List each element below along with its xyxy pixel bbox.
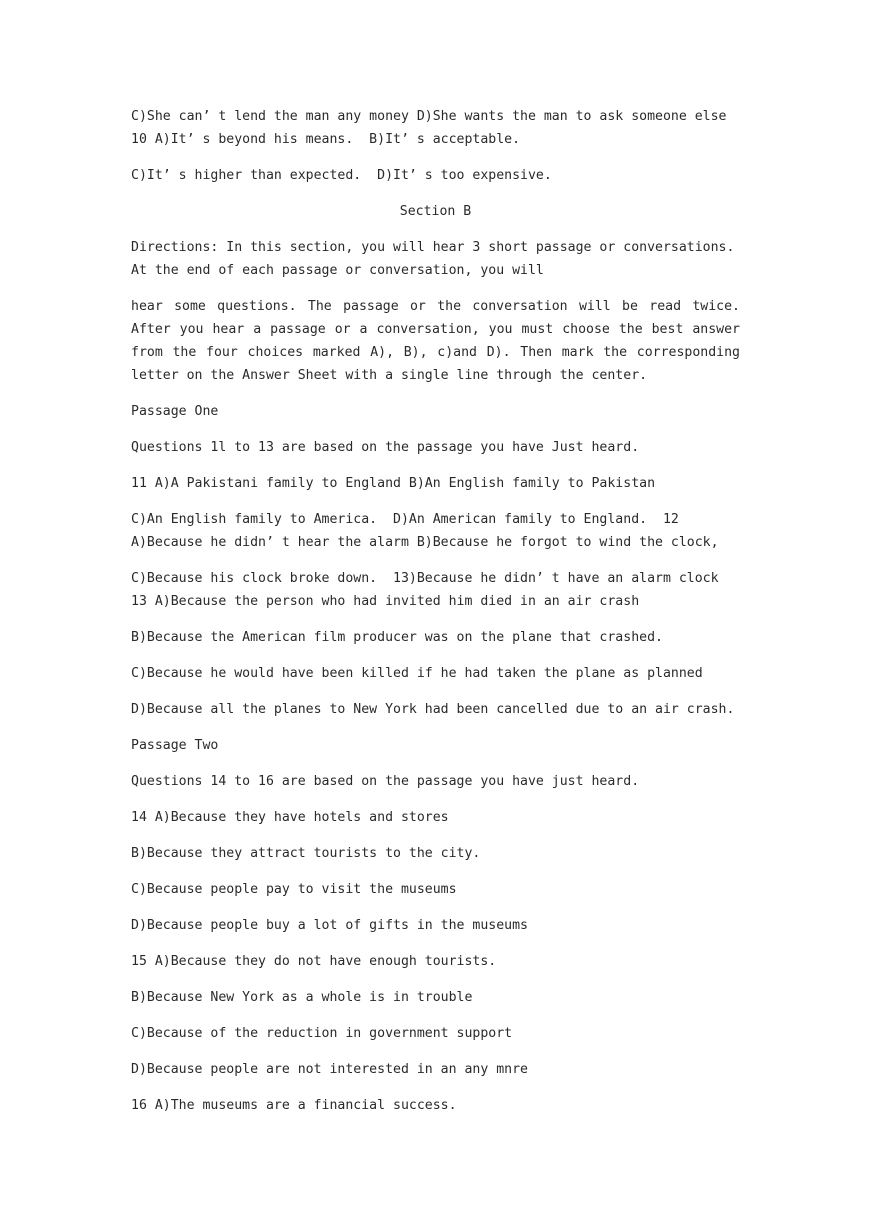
question-14-option-c: C)Because people pay to visit the museums <box>131 882 457 897</box>
question-13-option-c: C)Because he would have been killed if he had taken the plane as planned <box>131 666 703 681</box>
question-12-options-question-13: C)Because his clock broke down. 13)Because he didn’ t have an alarm clock 13 A)Because the person who had invited him died in an air crash <box>131 571 727 609</box>
directions-paragraph: Directions: In this section, you will hear 3 short passage or conversations. At the end of each passage or conversation, you will <box>131 240 743 278</box>
directions-continued-paragraph: hear some questions. The passage or the conversation will be read twice. After you hear a passage or a conversation, you must choose the best answer from the four choices marked A), B), c)and D). Then mark the corresponding letter on the Answer Sheet with a single line through the center. <box>131 299 748 383</box>
paragraph-q10-options-cd: C)It’ s higher than expected. D)It’ s too expensive. <box>131 168 552 183</box>
question-11-options-cd-question-12: C)An English family to America. D)An American family to England. 12 A)Because he didn’ t hear the alarm B)Because he forgot to wind the clock, <box>131 512 719 550</box>
question-15-option-d: D)Because people are not interested in an any mnre <box>131 1062 528 1077</box>
question-15-option-b: B)Because New York as a whole is in trouble <box>131 990 473 1005</box>
question-13-option-d: D)Because all the planes to New York had been cancelled due to an air crash. <box>131 702 735 717</box>
paragraph-q9-options-q10-options: C)She can’ t lend the man any money D)She wants the man to ask someone else 10 A)It’ s beyond his means. B)It’ s acceptable. <box>131 109 735 147</box>
question-16-option-a: 16 A)The museums are a financial success. <box>131 1098 457 1113</box>
document-page <box>131 105 748 1130</box>
section-heading: Section B <box>399 204 472 219</box>
question-13-option-b: B)Because the American film producer was on the plane that crashed. <box>131 630 663 645</box>
passage-one-heading: Passage One <box>131 404 219 419</box>
question-15-option-c: C)Because of the reduction in government support <box>131 1026 513 1041</box>
passage-one-instructions: Questions 1l to 13 are based on the passage you have Just heard. <box>131 440 640 455</box>
question-14-option-d: D)Because people buy a lot of gifts in the museums <box>131 918 528 933</box>
question-14-option-b: B)Because they attract tourists to the city. <box>131 846 481 861</box>
question-15-option-a: 15 A)Because they do not have enough tourists. <box>131 954 497 969</box>
passage-two-heading: Passage Two <box>131 738 219 753</box>
question-14-option-a: 14 A)Because they have hotels and stores <box>131 810 449 825</box>
passage-two-instructions: Questions 14 to 16 are based on the passage you have just heard. <box>131 774 640 789</box>
question-11-options-ab: 11 A)A Pakistani family to England B)An English family to Pakistan <box>131 476 656 491</box>
